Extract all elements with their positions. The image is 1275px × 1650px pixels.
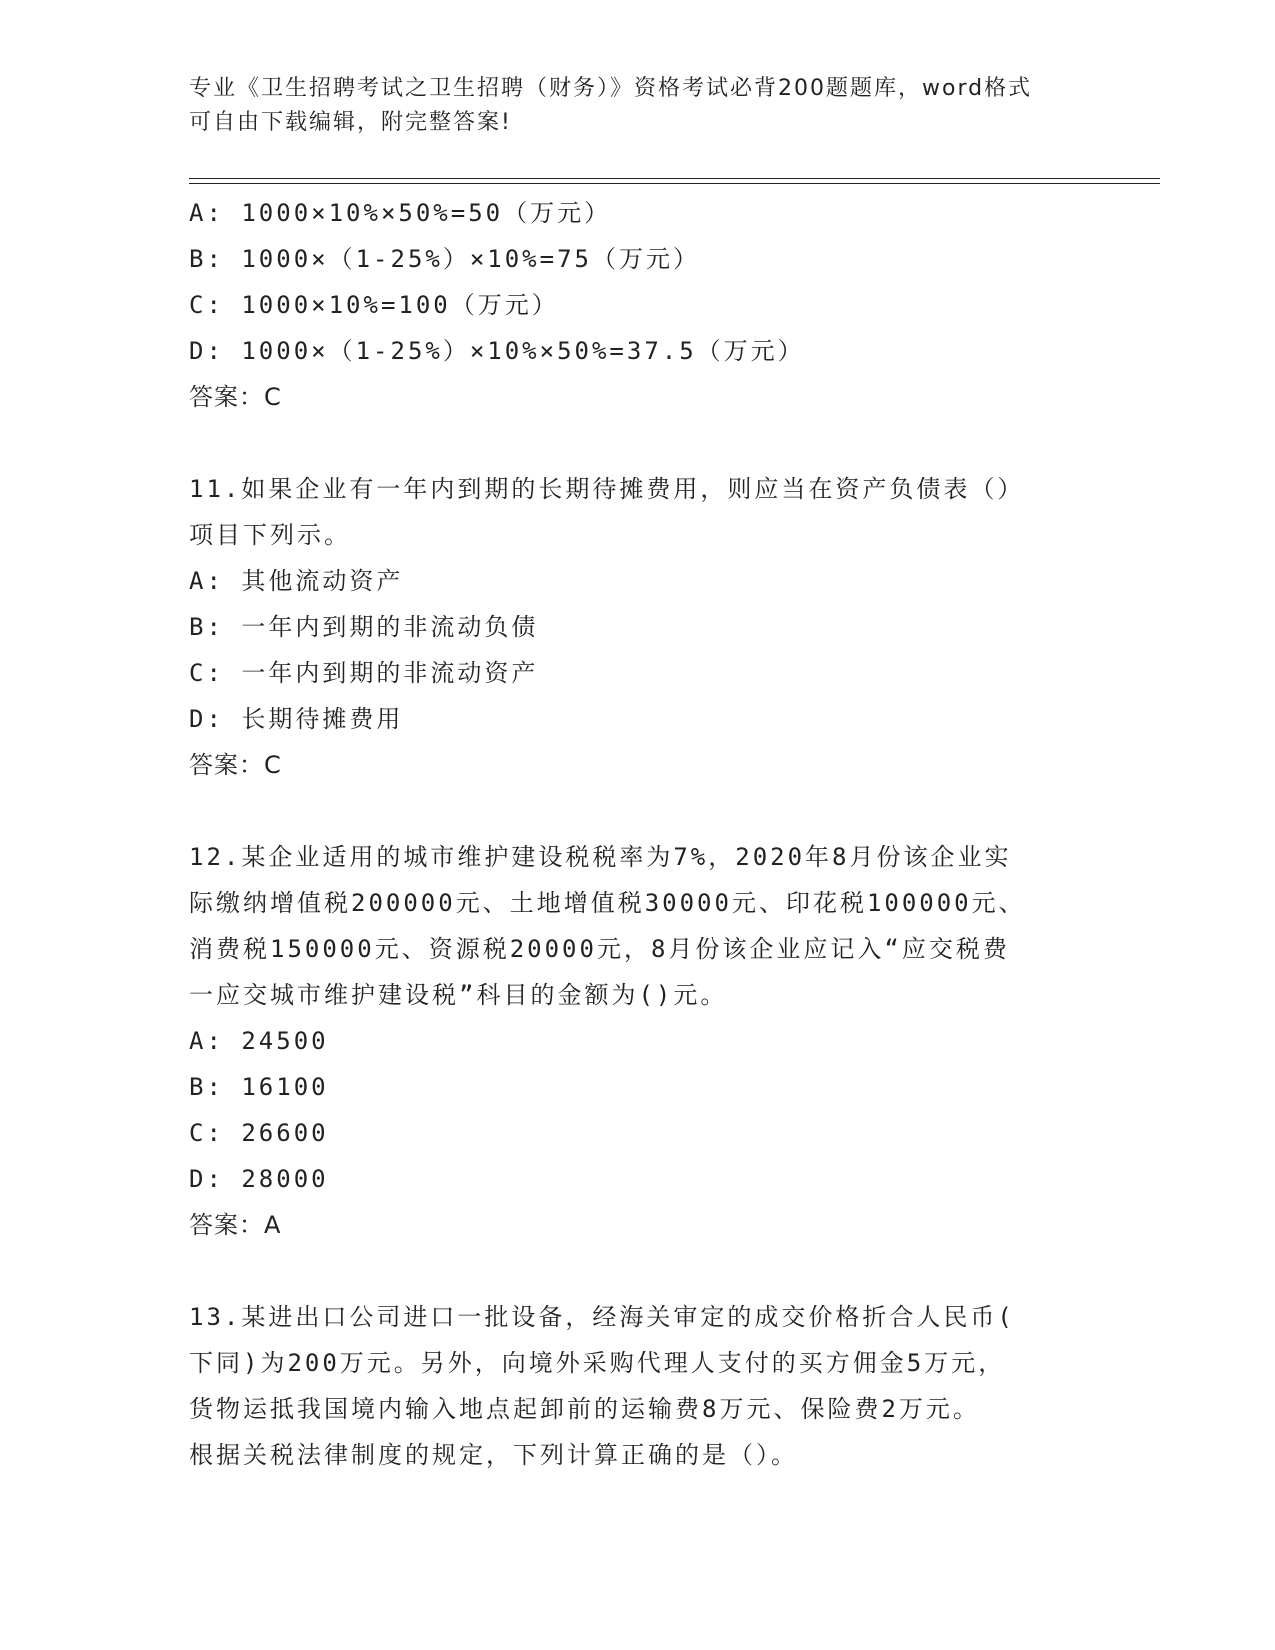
- question-stem-line: 货物运抵我国境内输入地点起卸前的运输费8万元、保险费2万元。: [189, 1395, 980, 1423]
- spacer: [189, 1248, 1089, 1294]
- answer-line: 答案：C: [189, 383, 282, 411]
- option-d: D: 28000: [189, 1165, 329, 1193]
- option-b: B: 1000×（1-25%）×10%=75（万元）: [189, 245, 700, 273]
- option-c: C: 一年内到期的非流动资产: [189, 659, 539, 687]
- answer-line: 答案：C: [189, 751, 282, 779]
- question-stem-line: 际缴纳增值税200000元、土地增值税30000元、印花税100000元、: [189, 889, 1026, 917]
- header-divider-top: [189, 178, 1160, 179]
- header-line-2: 可自由下载编辑，附完整答案!: [189, 110, 512, 135]
- option-d: D: 1000×（1-25%）×10%×50%=37.5（万元）: [189, 337, 805, 365]
- option-c: C: 1000×10%=100（万元）: [189, 291, 559, 319]
- answer-line: 答案：A: [189, 1211, 282, 1239]
- spacer: [189, 420, 1089, 466]
- question-stem-line: 项目下列示。: [189, 521, 351, 549]
- option-b: B: 16100: [189, 1073, 329, 1101]
- question-10-block: [189, 190, 1089, 420]
- header-line-1: 专业《卫生招聘考试之卫生招聘（财务）》资格考试必背200题题库，word格式: [189, 76, 1033, 101]
- option-a: A: 24500: [189, 1027, 329, 1055]
- option-c: C: 26600: [189, 1119, 329, 1147]
- spacer: [189, 788, 1089, 834]
- question-stem-line: 下同)为200万元。另外，向境外采购代理人支付的买方佣金5万元，: [189, 1349, 1006, 1377]
- question-13-block: [189, 1294, 1089, 1478]
- question-stem-line: 根据关税法律制度的规定，下列计算正确的是（）。: [189, 1441, 798, 1469]
- option-a: A: 其他流动资产: [189, 567, 404, 595]
- question-stem-line: 消费税150000元、资源税20000元，8月份该企业应记入“应交税费: [189, 935, 1010, 963]
- header-divider-bottom: [189, 183, 1160, 184]
- question-11-block: [189, 466, 1089, 788]
- option-b: B: 一年内到期的非流动负债: [189, 613, 539, 641]
- question-12-block: [189, 834, 1089, 1248]
- document-header: [189, 72, 1089, 140]
- option-d: D: 长期待摊费用: [189, 705, 404, 733]
- question-stem-line: 11.如果企业有一年内到期的长期待摊费用，则应当在资产负债表（）: [189, 475, 1025, 503]
- question-stem-line: 一应交城市维护建设税”科目的金额为()元。: [189, 981, 728, 1009]
- option-a: A: 1000×10%×50%=50（万元）: [189, 199, 612, 227]
- question-content: [189, 190, 1089, 1478]
- question-stem-line: 12.某企业适用的城市维护建设税税率为7%，2020年8月份该企业实: [189, 843, 1012, 871]
- question-stem-line: 13.某进出口公司进口一批设备，经海关审定的成交价格折合人民币(: [189, 1303, 1015, 1331]
